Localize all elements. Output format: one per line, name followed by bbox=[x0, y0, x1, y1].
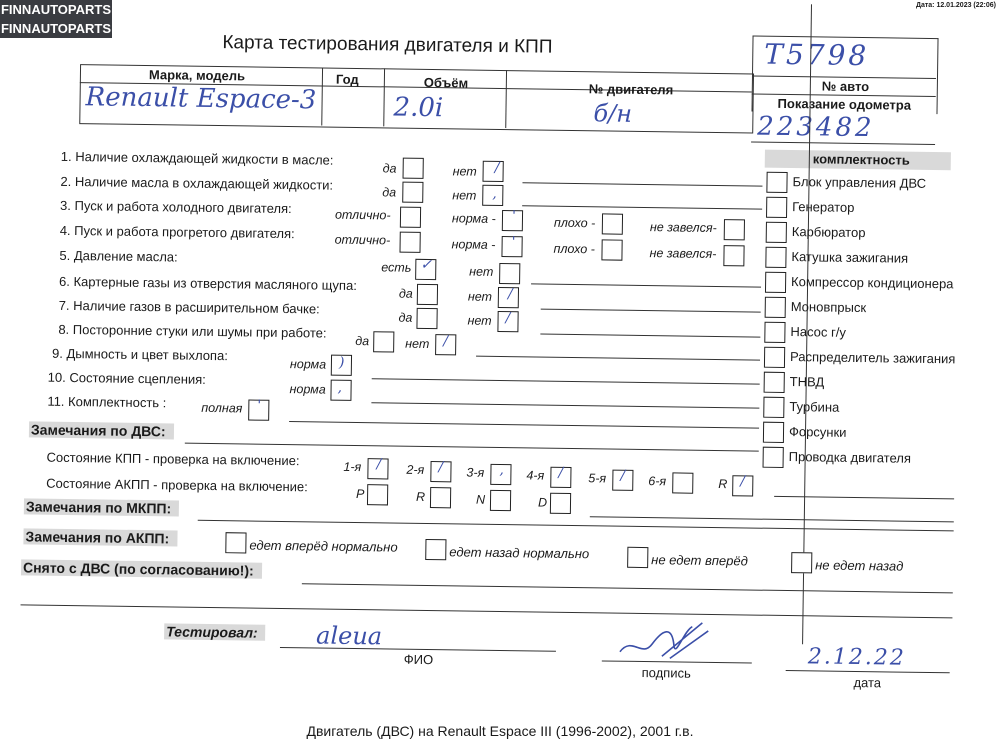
akpp-no-back-checkbox[interactable] bbox=[791, 552, 812, 573]
question-4: 4. Пуск и работа прогретого двигателя: bbox=[59, 222, 295, 242]
kpp-gear6-checkbox[interactable] bbox=[672, 472, 693, 493]
auto-number-value: T5798 bbox=[764, 37, 870, 73]
comp-turbo-label: Турбина bbox=[789, 399, 840, 415]
q7-yes-checkbox[interactable] bbox=[416, 308, 437, 329]
q1-yes-checkbox[interactable] bbox=[403, 158, 424, 179]
odometer-value: 223482 bbox=[757, 111, 875, 144]
comp-ac-checkbox[interactable] bbox=[765, 272, 786, 293]
question-10: 10. Состояние сцепления: bbox=[47, 369, 206, 387]
akpp-d-checkbox[interactable] bbox=[550, 493, 571, 514]
date-handwritten: 2.12.22 bbox=[807, 644, 907, 671]
comp-mono-label: Моновпрыск bbox=[790, 299, 867, 316]
comp-generator-checkbox[interactable] bbox=[766, 197, 787, 218]
header-volume: Объём bbox=[423, 74, 469, 91]
question-8: 8. Посторонние стуки или шумы при работе: bbox=[58, 321, 327, 341]
comp-carb-label: Карбюратор bbox=[791, 224, 866, 241]
comp-ecu-label: Блок управления ДВС bbox=[792, 174, 927, 191]
kpp-label: Состояние КПП - проверка на включение: bbox=[46, 449, 300, 469]
dvs-notes-label: Замечания по ДВС: bbox=[29, 421, 174, 439]
comp-wiring-checkbox[interactable] bbox=[763, 447, 784, 468]
question-3: 3. Пуск и работа холодного двигателя: bbox=[60, 197, 292, 217]
volume-value: 2.0i bbox=[393, 92, 444, 124]
comp-turbo-checkbox[interactable] bbox=[763, 397, 784, 418]
comp-pump-checkbox[interactable] bbox=[764, 322, 785, 343]
question-9: 9. Дымность и цвет выхлопа: bbox=[51, 345, 228, 364]
q4-bad-checkbox[interactable] bbox=[601, 239, 622, 260]
image-caption: Двигатель (ДВС) на Renault Espace III (1996-2002), 2001 г.в. bbox=[306, 723, 694, 739]
q6-yes-checkbox[interactable] bbox=[417, 284, 438, 305]
comp-distributor-label: Распределитель зажигания bbox=[789, 349, 956, 367]
akpp-forward-ok-checkbox[interactable] bbox=[225, 532, 246, 553]
q1-no-checkbox[interactable] bbox=[482, 161, 503, 182]
question-2: 2. Наличие масла в охлаждающей жидкости: bbox=[60, 173, 334, 193]
akpp-p-checkbox[interactable] bbox=[367, 484, 388, 505]
comp-ac-label: Компрессор кондиционера bbox=[791, 274, 954, 292]
comp-carb-checkbox[interactable] bbox=[766, 222, 787, 243]
comp-injectors-label: Форсунки bbox=[788, 424, 847, 440]
question-5: 5. Давление масла: bbox=[59, 247, 178, 265]
comp-distributor-checkbox[interactable] bbox=[764, 347, 785, 368]
q2-yes-checkbox[interactable] bbox=[402, 182, 423, 203]
akpp-r-checkbox[interactable] bbox=[430, 487, 451, 508]
q5-no-checkbox[interactable] bbox=[499, 263, 520, 284]
comp-coil-label: Катушка зажигания bbox=[791, 249, 909, 266]
logo-bottom[interactable]: FINNAUTOPARTS bbox=[0, 21, 112, 36]
q8-yes-checkbox[interactable] bbox=[373, 331, 394, 352]
date-label: дата bbox=[853, 674, 882, 691]
header-engine-no: № двигателя bbox=[588, 81, 674, 98]
fio-handwritten: aleua bbox=[315, 621, 383, 651]
comp-mono-checkbox[interactable] bbox=[765, 297, 786, 318]
akpp-no-forward-checkbox[interactable] bbox=[627, 547, 648, 568]
q3-bad-checkbox[interactable] bbox=[602, 213, 623, 234]
question-11: 11. Комплектность : bbox=[47, 393, 167, 411]
comp-ecu-checkbox[interactable] bbox=[766, 172, 787, 193]
akpp-back-ok-checkbox[interactable] bbox=[425, 539, 446, 560]
logo-top[interactable]: FINNAUTOPARTS bbox=[0, 2, 112, 17]
tested-label: Тестировал: bbox=[164, 623, 266, 640]
question-6: 6. Картерные газы из отверстия масляного щупа: bbox=[58, 273, 357, 293]
question-1: 1. Наличие охлаждающей жидкости в масле: bbox=[60, 148, 334, 168]
fio-label: ФИО bbox=[403, 651, 434, 668]
comp-injectors-checkbox[interactable] bbox=[763, 422, 784, 443]
comp-wiring-label: Проводка двигателя bbox=[788, 449, 912, 466]
q4-no-start-checkbox[interactable] bbox=[723, 245, 744, 266]
removed-label: Снято с ДВС (по согласованию!): bbox=[21, 559, 262, 578]
mkpp-notes-label: Замечания по МКПП: bbox=[24, 498, 179, 516]
test-card-sheet: Карта тестирования двигателя и КПП T5798 № авто Показание одометра 223482 Марка, модель Год Объём № двигателя Renault Espace-3 2.0i б/н комплектность 1. Наличие охлаждающей жидкости в масле: да нет / 2. Наличие масла в охлаждающей жидкости: да нет , 3. Пуск и работа холодного двигателя: отлично- норма - ' плохо - не завелся- 4. Пуск и работа прогретого двигателя: отлично- норма - ' плохо - не завелся- 5. Давление масла: есть ✓ нет 6. Картерные газы из отверстия масляного щупа: да нет / 7. Наличие газов в расширительном бачке: да нет / 8. Посторонние стуки или шумы при работе: да нет / 9. Дымность и цвет выхлопа: норма ) 10. Состояние сцепления: норма , 11. Комплектность : полная ' Блок управления ДВС Генератор Карбюратор Катушка зажигания Компрессор кондиционера Моновпрыск Насос г/у Распределитель зажигания ТНВД Турбина Форсунки Проводка двигателя Замечания по ДВС: Состояние КПП - проверка на включение: 1-я / 2-я / 3-я , 4-я / 5-я / 6-я R / Состояние АКПП - проверка на включение: P R N D Замечания по МКПП: Замечания по АКПП: едет вперёд нормально едет назад нормально не едет вперёд не едет назад Снято с ДВС (по согласованию!): Тестировал: aleua ФИО подпись 2.12.22 дата bbox=[0, 0, 1000, 727]
form-title: Карта тестирования двигателя и КПП bbox=[222, 32, 553, 58]
signature-label: подпись bbox=[641, 665, 691, 681]
odometer-label: Показание одометра bbox=[777, 95, 912, 113]
header-year: Год bbox=[335, 71, 359, 87]
completeness-title: комплектность bbox=[812, 151, 910, 168]
auto-number-label: № авто bbox=[821, 78, 870, 95]
signature bbox=[612, 616, 713, 663]
q3-excellent-checkbox[interactable] bbox=[400, 207, 421, 228]
header-model: Марка, модель bbox=[148, 67, 246, 84]
q4-excellent-checkbox[interactable] bbox=[399, 232, 420, 253]
engine-no-value: б/н bbox=[593, 99, 633, 128]
akpp-notes-label: Замечания по АКПП: bbox=[23, 528, 177, 546]
q3-no-start-checkbox[interactable] bbox=[724, 219, 745, 240]
comp-generator-label: Генератор bbox=[792, 199, 855, 215]
comp-coil-checkbox[interactable] bbox=[765, 247, 786, 268]
question-7: 7. Наличие газов в расширительном бачке: bbox=[58, 297, 320, 317]
comp-tnvd-checkbox[interactable] bbox=[764, 372, 785, 393]
comp-tnvd-label: ТНВД bbox=[789, 374, 825, 390]
akpp-n-checkbox[interactable] bbox=[490, 490, 511, 511]
akpp-label: Состояние АКПП - проверка на включение: bbox=[46, 475, 308, 495]
comp-pump-label: Насос г/у bbox=[790, 324, 846, 340]
model-value: Renault Espace-3 bbox=[85, 82, 317, 116]
date-stamp: Дата: 12.01.2023 (22:06) bbox=[915, 2, 996, 9]
